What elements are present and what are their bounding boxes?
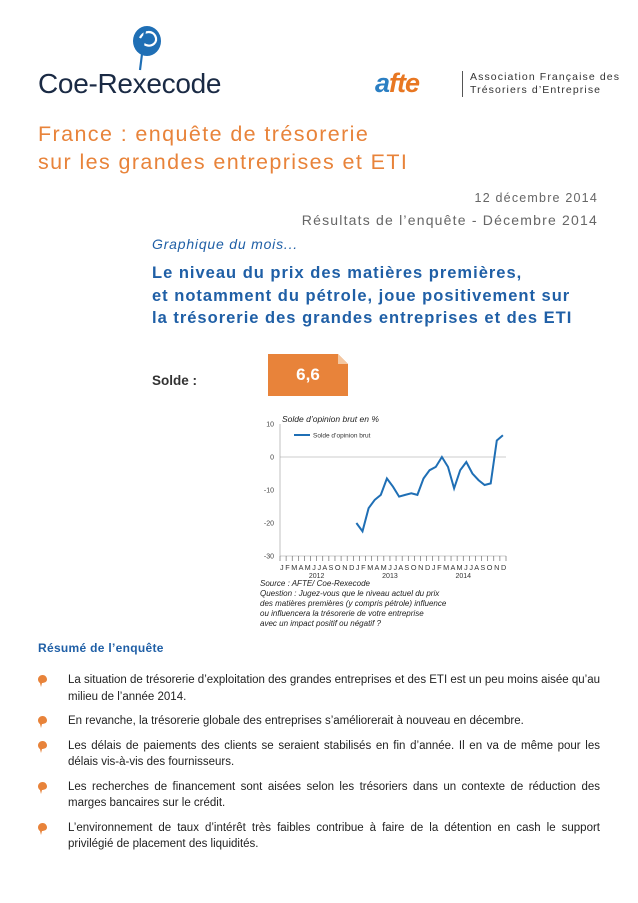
main-title-line-1: France : enquête de trésorerie: [38, 122, 370, 146]
solde-badge: [268, 354, 348, 396]
afte-mark: [375, 68, 419, 99]
x-year-label: 2012: [308, 573, 325, 580]
afte-divider: [462, 71, 463, 97]
summary-title: Résumé de l’enquête: [38, 641, 164, 655]
headline-line-3: la trésorerie des grandes entreprises et des ETI: [152, 309, 573, 327]
source-line-1: Source : AFTE/ Coe-Rexecode: [260, 579, 370, 588]
orange-bullet-icon: [38, 823, 47, 835]
y-tick-label: 10: [266, 421, 274, 429]
orange-bullet-icon: [38, 716, 47, 728]
summary-text: Les délais de paiements des clients se seraient stabilisés en fin d’année. Il en va de même pour les délais vis-à-vis des fournisseurs.: [68, 739, 600, 768]
main-title: [38, 120, 408, 176]
summary-text: Les recherches de financement sont aisées selon les trésoriers dans un contexte de réduction des marges bancaires sur le crédit.: [68, 780, 600, 809]
x-year-label: 2013: [382, 573, 398, 580]
publication-date: 12 décembre 2014: [474, 191, 598, 205]
brand-name: Coe-Rexecode: [38, 68, 222, 99]
main-title-line-2: sur les grandes entreprises et ETI: [38, 150, 409, 174]
summary-text: En revanche, la trésorerie globale des entreprises s’améliorerait à nouveau en décembre.: [68, 715, 524, 727]
coe-rexecode-emblem-icon: [130, 24, 164, 72]
legend-label: Solde d’opinion brut: [313, 432, 371, 440]
list-item: [38, 820, 600, 853]
source-line-2: Question : Jugez-vous que le niveau actuel du prix: [260, 589, 440, 598]
solde-label: Solde :: [152, 373, 198, 388]
y-tick-label: -20: [263, 520, 274, 528]
list-item: [38, 713, 600, 730]
coe-rexecode-logo: [38, 24, 268, 104]
afte-mark-fte: fte: [389, 68, 420, 98]
summary-list: [38, 672, 600, 861]
orange-bullet-icon: [38, 741, 47, 753]
afte-line-2: Trésoriers d’Entreprise: [470, 84, 602, 96]
orange-bullet-icon: [38, 675, 47, 687]
y-tick-label: 0: [270, 454, 274, 462]
list-item: [38, 672, 600, 705]
source-line-4: ou influencera la trésorerie de votre entreprise: [260, 609, 424, 618]
chart-source: [260, 579, 500, 629]
series-line-solde: [356, 435, 503, 531]
list-item: [38, 738, 600, 771]
x-month-labels: J F M A M J J A S O N D J F M A M J J A S O N D J F M A M J J A S O N D: [280, 563, 506, 572]
afte-mark-a: a: [375, 68, 390, 98]
y-tick-label: -30: [263, 553, 274, 561]
source-line-5: avec un impact positif ou négatif ?: [260, 619, 381, 628]
graph-kicker: Graphique du mois...: [152, 236, 298, 252]
afte-line-1: Association Française des: [470, 71, 621, 83]
y-tick-label: -10: [263, 487, 274, 495]
x-year-label: 2014: [455, 573, 472, 580]
solde-value: 6,6: [296, 365, 320, 384]
headline-line-1: Le niveau du prix des matières premières,: [152, 264, 523, 282]
list-item: [38, 779, 600, 812]
summary-text: La situation de trésorerie d’exploitation des grandes entreprises et des ETI est un peu moins aisée qu’au milieu de l’année 2014.: [68, 674, 600, 703]
headline-line-2: et notamment du pétrole, joue positivement sur: [152, 286, 571, 305]
chart-svg: [250, 410, 520, 580]
afte-full-name: [470, 71, 620, 97]
summary-text: L’environnement de taux d’intérêt très faibles contribue à faire de la détention en cash le support privilégié de placement des liquidités.: [68, 821, 600, 850]
source-line-3: des matières premières (y compris pétrole) influence: [260, 599, 447, 608]
afte-logo: [375, 68, 621, 102]
graph-headline: [152, 262, 612, 330]
results-subtitle: Résultats de l’enquête - Décembre 2014: [301, 212, 598, 228]
line-chart: [250, 410, 520, 580]
chart-title: Solde d’opinion brut en %: [282, 414, 379, 424]
orange-bullet-icon: [38, 782, 47, 794]
